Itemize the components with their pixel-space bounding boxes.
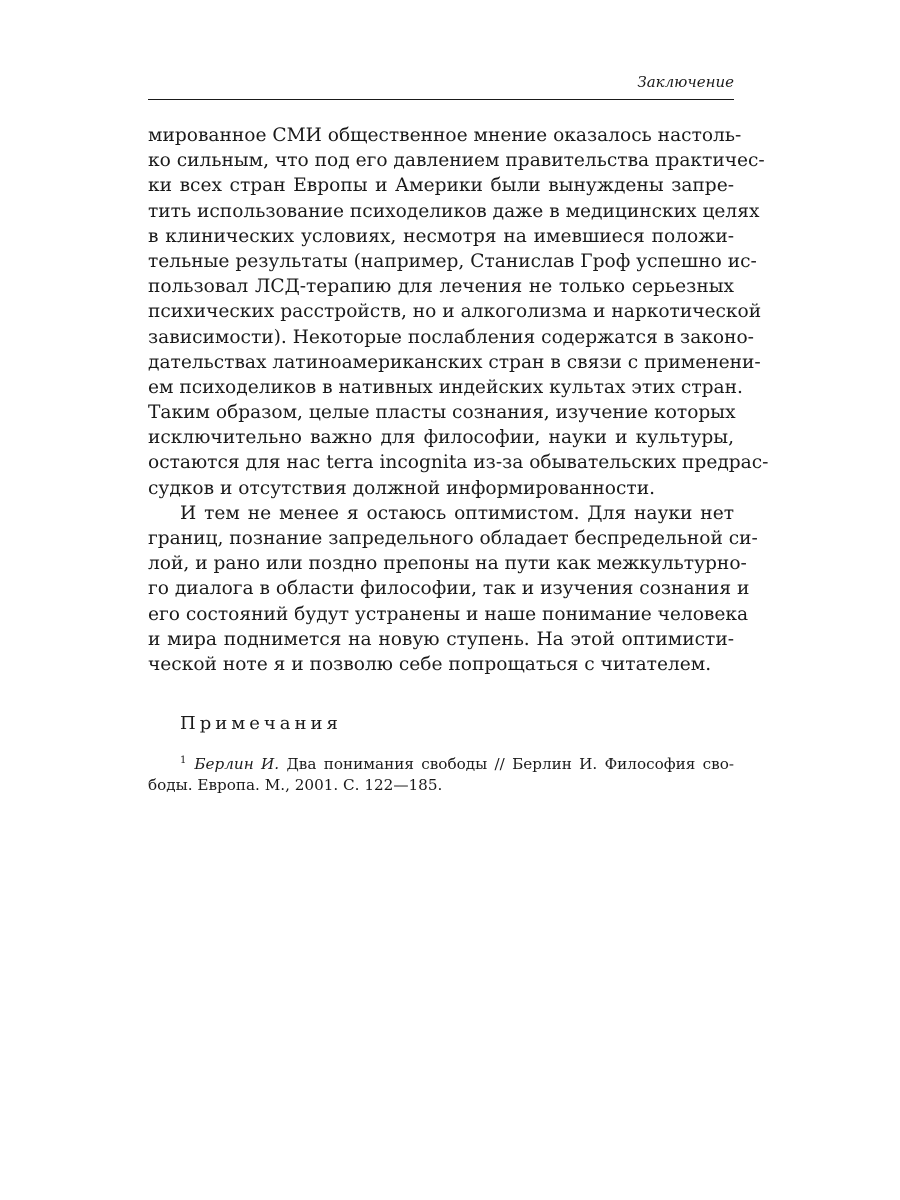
text-line: исключительно важно для философии, науки и культуры, [148, 427, 734, 449]
text-line: психических расстройств, но и алкоголизма и наркотической [148, 301, 762, 323]
text-line: тельные результаты (например, Станислав Гроф успешно ис- [148, 250, 757, 272]
notes-heading: Примечания [180, 713, 342, 735]
text-line: остаются для нас terra incognita из-за обывательских предрас- [148, 452, 769, 474]
text-line: пользовал ЛСД-терапию для лечения не только серьезных [148, 276, 734, 298]
book-page [148, 70, 769, 797]
text-line: его состояний будут устранены и наше понимание человека [148, 603, 749, 625]
body-text [148, 123, 769, 677]
text-line: ческой ноте я и позволю себе попрощаться с читателем. [148, 653, 712, 675]
footnote-line [148, 749, 734, 773]
paragraph-2 [148, 501, 758, 677]
text-line: ки всех стран Европы и Америки были вынуждены запре- [148, 175, 734, 197]
footnote-number: 1 [180, 755, 187, 767]
text-line: и мира поднимется на новую ступень. На этой оптимисти- [148, 628, 734, 650]
text-line: лой, и рано или поздно препоны на пути как межкультурно- [148, 553, 747, 575]
paragraph-1 [148, 123, 769, 501]
text-line: тить использование психоделиков даже в медицинских целях [148, 200, 760, 222]
footnote-text: Два понимания свободы // Берлин И. Философия сво- [279, 755, 734, 774]
text-line: мированное СМИ общественное мнение оказалось настоль- [148, 125, 742, 146]
text-line: И тем не менее я остаюсь оптимистом. Для науки нет [180, 502, 734, 524]
footnote-line: боды. Европа. М., 2001. С. 122—185. [148, 776, 443, 795]
text-line: зависимости). Некоторые послабления содержатся в законо- [148, 326, 754, 348]
text-line: границ, познание запредельного обладает беспредельной си- [148, 528, 758, 549]
running-head: Заключение [148, 70, 734, 100]
text-line: Таким образом, целые пласты сознания, изучение которых [148, 402, 736, 424]
text-line: ем психоделиков в нативных индейских культах этих стран. [148, 376, 743, 398]
text-line: дательствах латиноамериканских стран в связи с применени- [148, 351, 761, 373]
footnote-author: Берлин И. [194, 755, 280, 774]
footnote-1 [148, 749, 734, 797]
text-line: в клинических условиях, несмотря на имевшиеся положи- [148, 225, 734, 247]
text-line: ко сильным, что под его давлением правительства практичес- [148, 150, 765, 172]
text-line: го диалога в области философии, так и изучения сознания и [148, 578, 750, 600]
text-line: судков и отсутствия должной информированности. [148, 477, 655, 499]
